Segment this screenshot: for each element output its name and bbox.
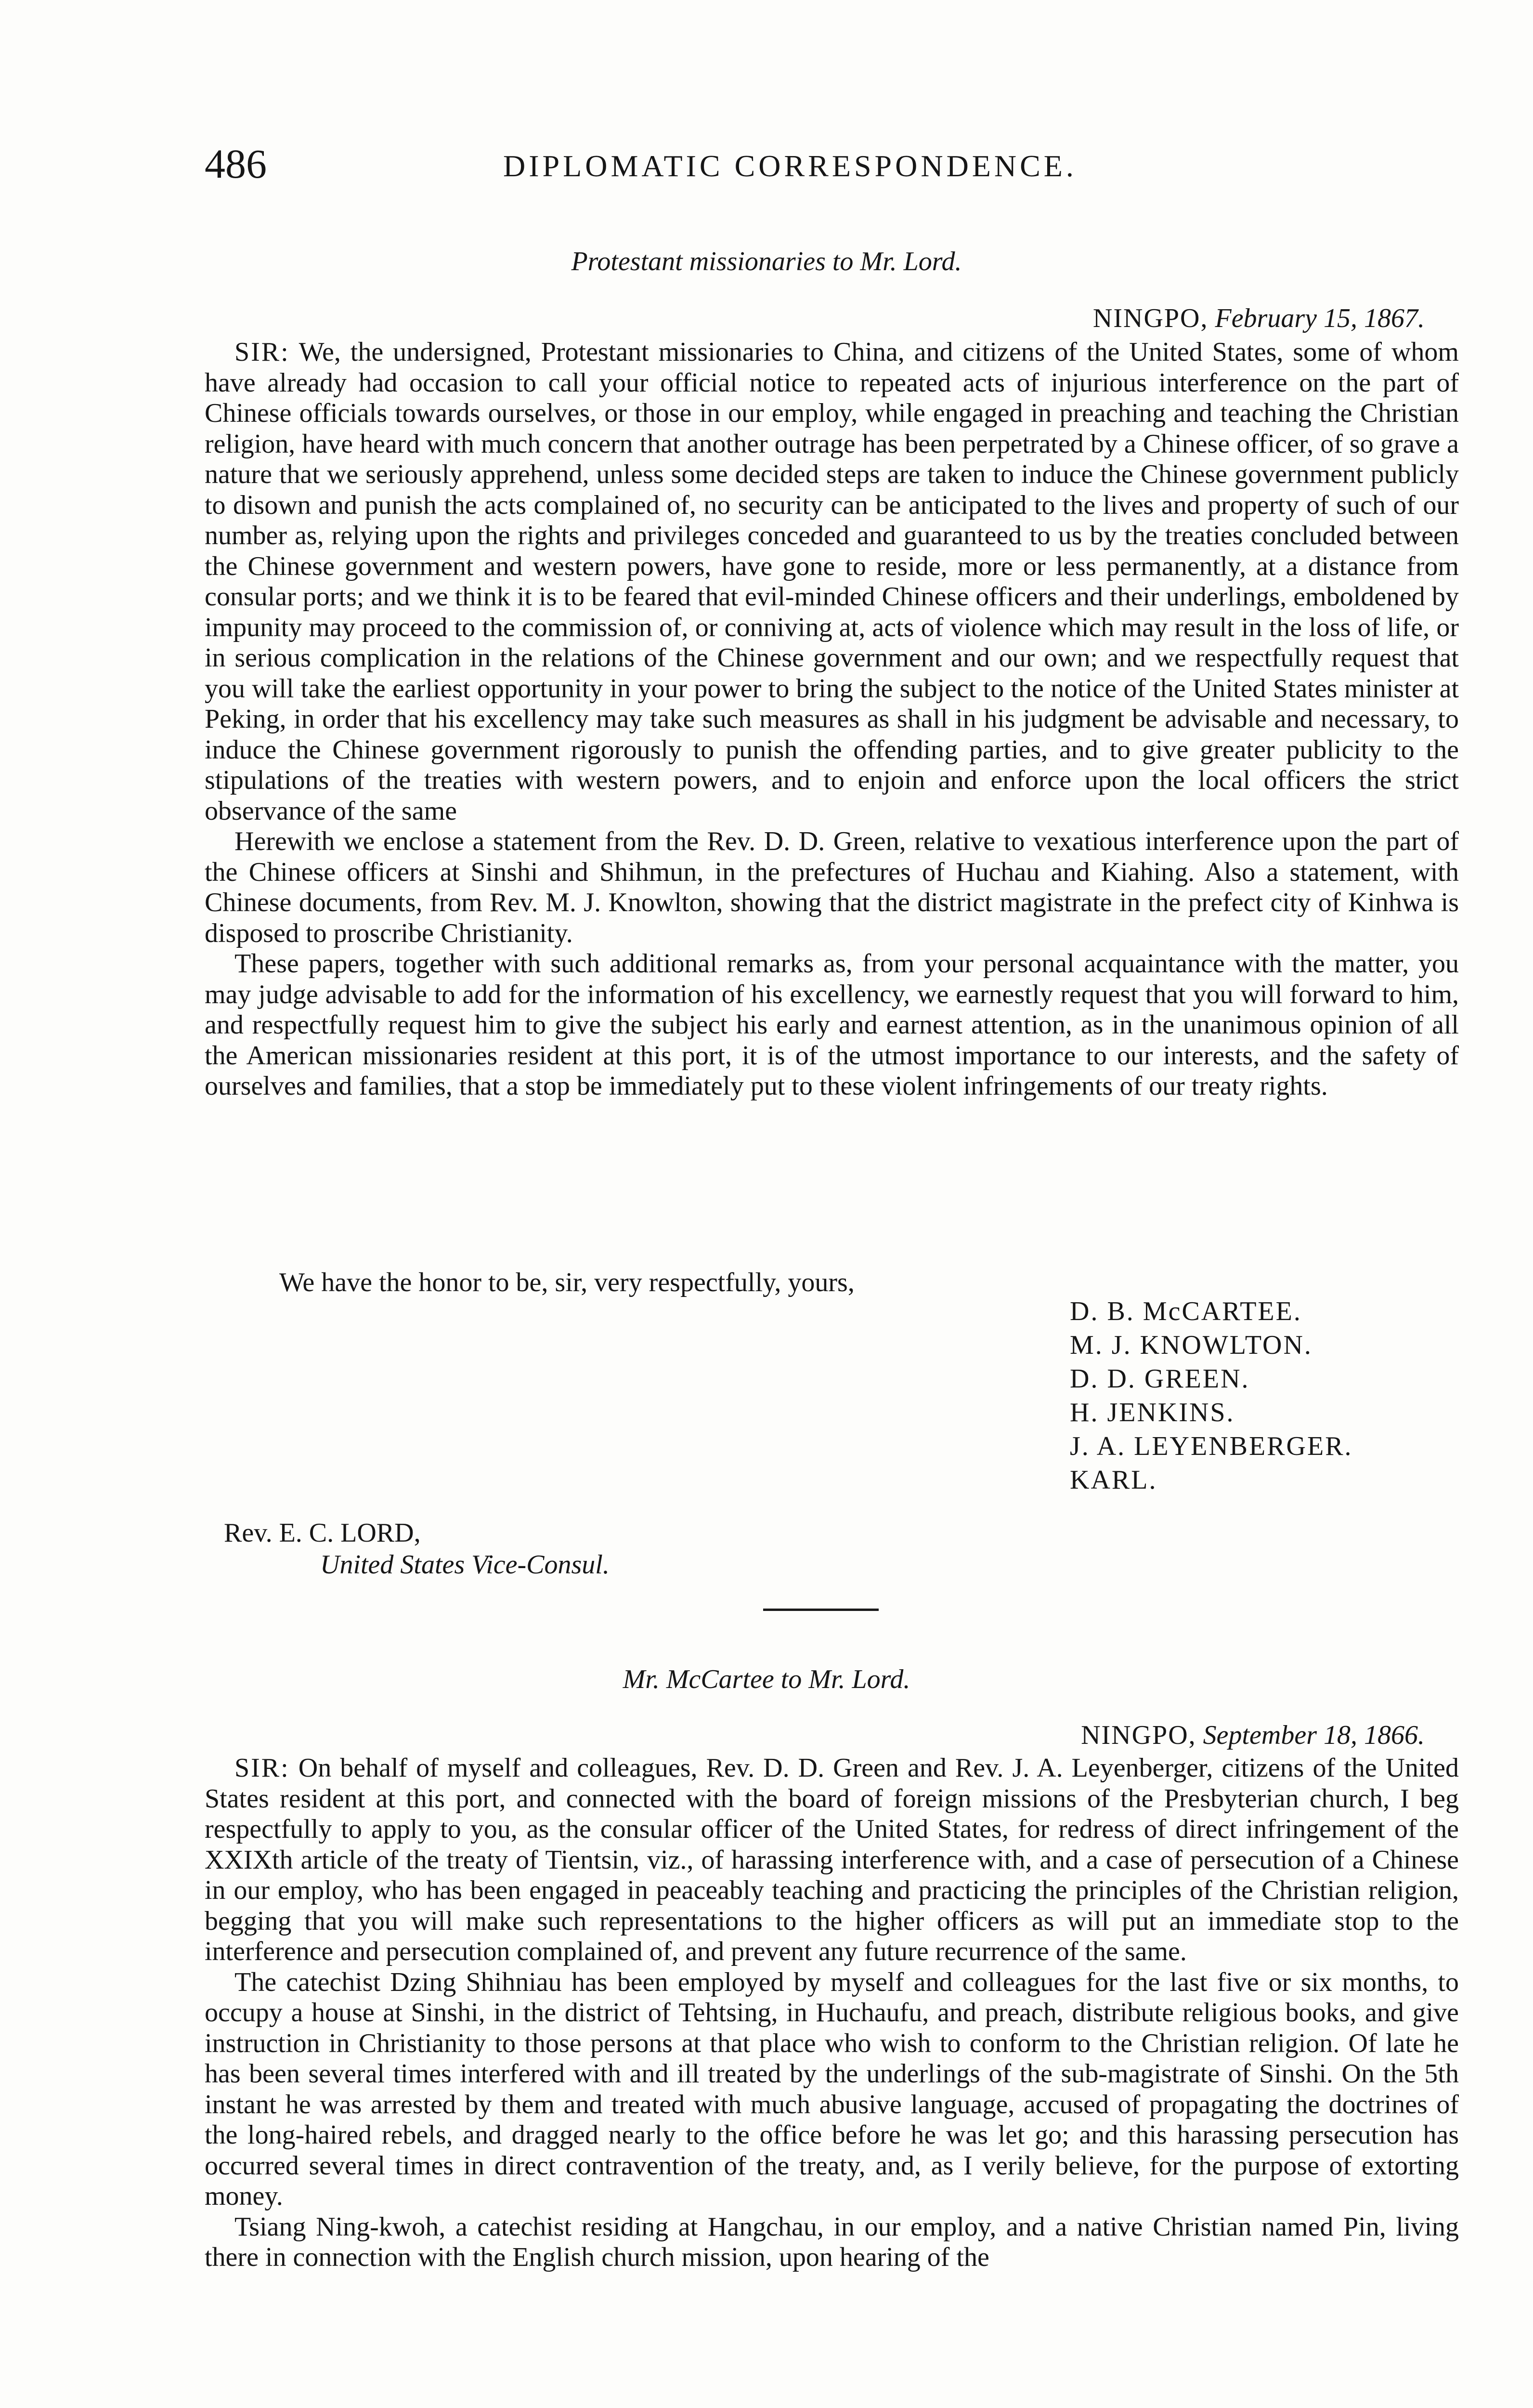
signature-name: J. A. LEYENBERGER. bbox=[1070, 1431, 1353, 1461]
letter-title: Mr. McCartee to Mr. Lord. bbox=[623, 1664, 910, 1694]
paragraph-text: We, the undersigned, Protestant missionaries to China, and citizens of the United States, some of whom have already had occasion to call your official notice to repeated acts of injurious interference on the part of Chinese officials towards ourselves, or those in our employ, while engaged in preaching and teaching the Christian religion, have heard with much concern that another outrage has been perpetrated by a Chinese officer, of so grave a nature that we seriously apprehend, unless some decided steps are taken to induce the Chinese government publicly to disown and punish the acts complained of, no security can be anticipated to the lives and property of such of our number as, relying upon the rights and privileges conceded and guaranteed to us by the treaties concluded between the Chinese government and western powers, have gone to reside, more or less permanently, at a distance from consular ports; and we think it is to be feared that evil-minded Chinese officers and their underlings, emboldened by impunity may proceed to the commission of, or conniving at, acts of violence which may result in the loss of life, or in serious complication in the relations of the Chinese government and our own; and we respectfully request that you will take the earliest opportunity in your power to bring the subject to the notice of the United States minister at Peking, in order that his excellency may take such measures as shall in his judgment be advisable and necessary, to induce the Chinese government rigorously to punish the offending parties, and to give greater publicity to the stipulations of the treaties with western powers, and to enjoin and enforce upon the local officers the strict observance of the same bbox=[205, 337, 1459, 826]
signature-name: KARL. bbox=[1070, 1465, 1157, 1495]
addressee-title: United States Vice-Consul. bbox=[320, 1550, 610, 1580]
paragraph: The catechist Dzing Shihniau has been employed by myself and colleagues for the last five or six months, to occupy a house at Sinshi, in the district of Tehtsing, in Huchaufu, and preach, distribute religious books, and give instruction in Christianity to those persons at that place who wish to conform to the Christian religion. Of late he has been several times interfered with and ill treated by the underlings of the sub-magistrate of Sinshi. On the 5th instant he was arrested by them and treated with much abusive language, accused of propagating the doctrines of the long-haired rebels, and dragged nearly to the office before he was let go; and this harassing persecution has occurred several times in direct contravention of the treaty, and, as I verily believe, for the purpose of extorting money. bbox=[205, 1967, 1459, 2211]
signature-name: M. J. KNOWLTON. bbox=[1070, 1330, 1312, 1360]
running-head: DIPLOMATIC CORRESPONDENCE. bbox=[503, 149, 1077, 183]
signature-name: D. B. McCARTEE. bbox=[1070, 1296, 1302, 1326]
paragraph bbox=[205, 1753, 1459, 1967]
signature-block bbox=[1070, 1295, 1353, 1497]
paragraph: Tsiang Ning-kwoh, a catechist residing at Hangchau, in our employ, and a native Christian named Pin, living there in connection with the English church mission, upon hearing of the bbox=[205, 2212, 1459, 2272]
salutation: SIR: bbox=[234, 337, 290, 367]
salutation: SIR: bbox=[234, 1753, 290, 1783]
paragraph: Herewith we enclose a statement from the Rev. D. D. Green, relative to vexatious interference upon the part of the Chinese officers at Sinshi and Shihmun, in the prefectures of Huchau and Kiahing. Also a statement, with Chinese documents, from Rev. M. J. Knowlton, showing that the district magistrate in the prefect city of Kinhwa is disposed to proscribe Christianity. bbox=[205, 826, 1459, 948]
section-divider bbox=[763, 1609, 879, 1611]
dateline bbox=[1093, 301, 1425, 335]
page-header bbox=[205, 140, 1466, 188]
dateline bbox=[1081, 1718, 1425, 1752]
signature-name: H. JENKINS. bbox=[1070, 1398, 1235, 1427]
page-number: 486 bbox=[205, 141, 267, 187]
dateline-place: NINGPO, bbox=[1092, 303, 1208, 333]
dateline-place: NINGPO, bbox=[1081, 1720, 1196, 1750]
letter-title: Protestant missionaries to Mr. Lord. bbox=[571, 247, 962, 276]
dateline-date: February 15, 1867. bbox=[1215, 303, 1425, 333]
dateline-date: September 18, 1866. bbox=[1203, 1720, 1425, 1750]
paragraph: These papers, together with such additional remarks as, from your personal acquaintance with the matter, you may judge advisable to add for the information of his excellency, we earnestly request that you will forward to him, and respectfully request him to give the subject his early and earnest attention, as in the unanimous opinion of all the American missionaries resident at this port, it is of the utmost importance to our interests, and the safety of ourselves and families, that a stop be immediately put to these violent infringements of our treaty rights. bbox=[205, 949, 1459, 1101]
paragraph-text: On behalf of myself and colleagues, Rev. D. D. Green and Rev. J. A. Leyenberger, citizens of the United States resident at this port, and connected with the board of foreign missions of the Presbyterian church, I beg respectfully to apply to you, as the consular officer of the United States, for redress of direct infringement of the XXIXth article of the treaty of Tientsin, viz., of harassing interference with, and a case of persecution of a Chinese in our employ, who has been engaged in peaceably teaching and practicing the principles of the Christian religion, begging that you will make such representations to the higher officers as will put an immediate stop to the interference and persecution complained of, and prevent any future recurrence of the same. bbox=[205, 1753, 1459, 1966]
closing-line: We have the honor to be, sir, very respectfully, yours, bbox=[279, 1268, 855, 1297]
paragraph bbox=[205, 337, 1459, 826]
addressee-block bbox=[224, 1517, 610, 1581]
letter-body bbox=[205, 1753, 1459, 2273]
addressee-name: Rev. E. C. LORD, bbox=[224, 1518, 421, 1548]
letter-body bbox=[205, 337, 1459, 1102]
signature-name: D. D. GREEN. bbox=[1070, 1364, 1250, 1394]
